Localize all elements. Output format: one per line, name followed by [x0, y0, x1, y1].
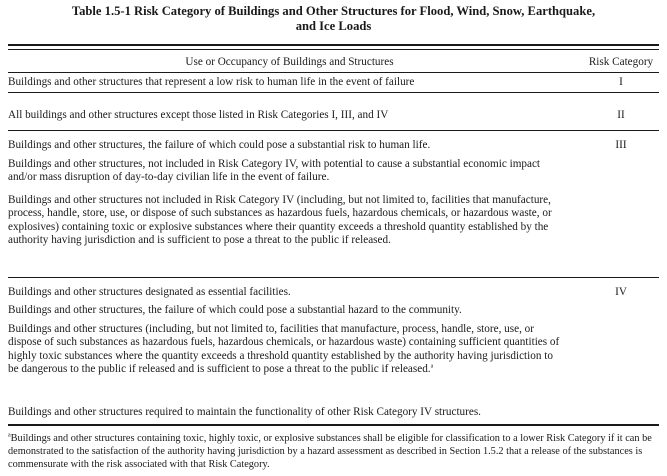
- footnote-reference-mark: a: [430, 363, 434, 370]
- table-title-line-2: and Ice Loads: [295, 19, 372, 33]
- top-rule-thin: [8, 49, 659, 50]
- table-title: [8, 4, 659, 34]
- header-risk-category: Risk Category: [588, 56, 654, 68]
- row-rule: [8, 92, 659, 93]
- table-row-all-other: [8, 109, 563, 122]
- row-text: Buildings and other structures (including, but not limited to, facilities that manufacture, process, handle, store, use, or dispose of such substances as hazardous fuels, hazardous chemicals, or hazardous waste) containing sufficient quantities of highly toxic substances where the quantity exceeds a threshold quantity established by the authority having jurisdiction to be dangerous to the public if released and is sufficient to pose a threat to the public if released.: [8, 323, 560, 376]
- bottom-rule: [8, 424, 659, 426]
- row-text: Buildings and other structures not included in Risk Category IV (including, but not limited to, facilities that manufacture, process, handle, store, use, or dispose of such substances as hazardous fuels, hazardous chemicals, or hazardous waste, or explosives) containing toxic or explosive substances where their quantity exceeds a threshold quantity established by the authority having jurisdiction and is sufficient to pose a threat to the public if released.: [8, 194, 552, 247]
- row-text: Buildings and other structures designated as essential facilities.: [8, 286, 291, 298]
- row-text: Buildings and other structures, the failure of which could pose a substantial hazard to the community.: [8, 304, 462, 316]
- table-row-low-risk: [8, 76, 563, 89]
- table-row-highly-toxic: [8, 323, 563, 377]
- table-row-substantial-risk: [8, 139, 563, 152]
- row-text: All buildings and other structures except those listed in Risk Categories I, III, and IV: [8, 109, 389, 121]
- header-use-or-occupancy: Use or Occupancy of Buildings and Structures: [185, 56, 394, 68]
- row-rule: [8, 130, 659, 131]
- row-text: Buildings and other structures that represent a low risk to human life in the event of failure: [8, 76, 415, 88]
- risk-category-ii: II: [617, 109, 625, 121]
- row-text: Buildings and other structures, not included in Risk Category IV, with potential to cause a substantial economic impact and/or mass disruption of day-to-day civilian life in the event of failure.: [8, 158, 541, 184]
- row-text: Buildings and other structures, the failure of which could pose a substantial risk to human life.: [8, 139, 431, 151]
- footnote-text: Buildings and other structures containing toxic, highly toxic, or explosive substances shall be eligible for classification to a lower Risk Category if it can be demonstrated to the satisfaction of the authority having jurisdiction by a hazard assessment as described in Section 1.5.2 that a release of the substances is commensurate with the risk associated with that Risk Category.: [8, 433, 652, 470]
- table-row-substantial-hazard: [8, 304, 563, 317]
- row-rule: [8, 277, 659, 278]
- risk-category-iv: IV: [615, 286, 627, 298]
- footnote-mark: a: [8, 432, 11, 439]
- table-row-toxic-explosive: [8, 194, 563, 248]
- table-footnote: [8, 432, 663, 471]
- table-row-functionality: [8, 406, 563, 419]
- row-text: Buildings and other structures required to maintain the functionality of other Risk Category IV structures.: [8, 406, 481, 418]
- table-row-essential-facilities: [8, 286, 563, 299]
- risk-category-i: I: [619, 76, 623, 88]
- table-title-line-1: Table 1.5-1 Risk Category of Buildings and Other Structures for Flood, Wind, Snow, Earthquake,: [71, 4, 596, 18]
- top-rule: [8, 44, 659, 46]
- table-row-economic-impact: [8, 158, 563, 185]
- header-rule: [8, 72, 659, 73]
- risk-category-iii: III: [615, 139, 627, 151]
